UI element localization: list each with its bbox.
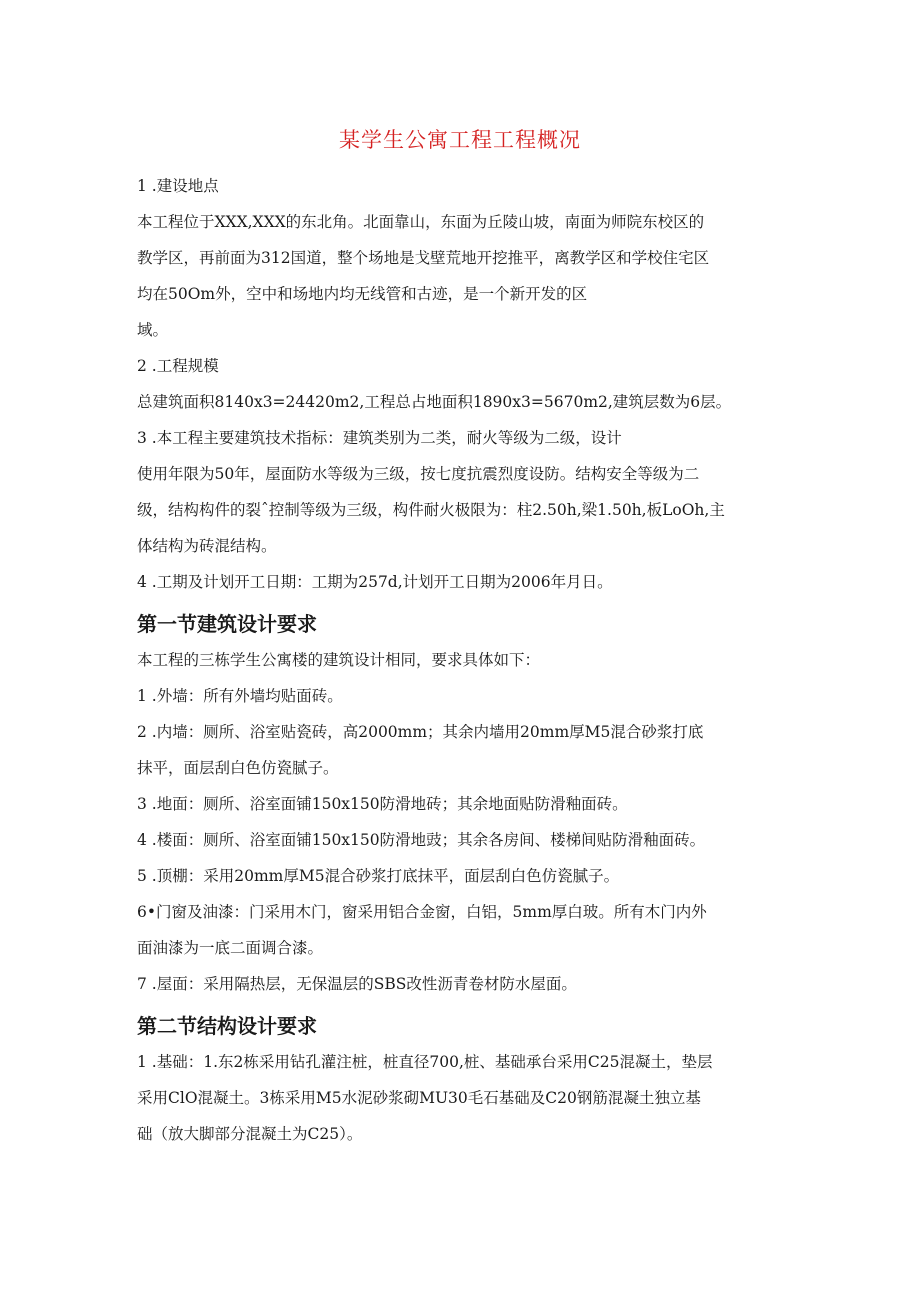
paragraph-line: 抹平，面层刮白色仿瓷腻子。 [137, 759, 339, 777]
paragraph-line: 总建筑面积8140x3=24420m2,工程总占地面积1890x3=5670m2,建筑层数为6层。 [137, 393, 732, 411]
section-heading-indicators: 3 .本工程主要建筑技术指标：建筑类别为二类，耐火等级为二级，设计 [137, 429, 622, 447]
heading-structure-requirements: 第二节结构设计要求 [137, 1014, 317, 1038]
list-item: 6•门窗及油漆：门采用木门，窗采用铝合金窗，白铝，5mm厚白玻。所有木门内外 [137, 903, 707, 921]
paragraph-line: 本工程位于XXX,XXX的东北角。北面靠山，东面为丘陵山坡，南面为师院东校区的 [137, 213, 705, 231]
list-item: 7 .屋面：采用隔热层，无保温层的SBS改性沥青卷材防水屋面。 [137, 975, 577, 993]
section-heading-scale: 2 .工程规模 [137, 357, 219, 375]
paragraph-line: 面油漆为一底二面调合漆。 [137, 939, 324, 957]
section-heading-schedule: 4 .工期及计划开工日期：工期为257d,计划开工日期为2006年月日。 [137, 573, 613, 591]
paragraph-line: 域。 [137, 321, 169, 339]
heading-architecture-requirements: 第一节建筑设计要求 [137, 612, 317, 636]
paragraph-line: 采用ClO混凝土。3栋采用M5水泥砂浆砌MU30毛石基础及C20钢筋混凝土独立基 [137, 1089, 701, 1107]
paragraph-line: 均在50Om外，空中和场地内均无线管和古迹，是一个新开发的区 [137, 285, 588, 303]
list-item: 3 .地面：厕所、浴室面铺150x150防滑地砖；其余地面贴防滑釉面砖。 [137, 795, 628, 813]
list-item: 2 .内墙：厕所、浴室贴瓷砖，高2000mm；其余内墙用20mm厚M5混合砂浆打底 [137, 723, 704, 741]
paragraph-line: 使用年限为50年，屋面防水等级为三级，按七度抗震烈度设防。结构安全等级为二 [137, 465, 700, 483]
list-item: 1 .外墙：所有外墙均贴面砖。 [137, 687, 343, 705]
document-body [137, 168, 787, 1152]
paragraph-line: 本工程的三栋学生公寓楼的建筑设计相同，要求具体如下： [137, 651, 541, 669]
paragraph-line: 体结构为砖混结构。 [137, 537, 277, 555]
list-item: 4 .楼面：厕所、浴室面铺150x150防滑地豉；其余各房间、楼梯间贴防滑釉面砖。 [137, 831, 706, 849]
list-item: 5 .顶棚：采用20mm厚M5混合砂浆打底抹平，面层刮白色仿瓷腻子。 [137, 867, 620, 885]
section-heading-location: 1 .建设地点 [137, 177, 219, 195]
paragraph-line: 础（放大脚部分混凝土为C25）。 [137, 1125, 363, 1143]
document-title: 某学生公寓工程工程概况 [339, 128, 581, 152]
list-item: 1 .基础：1.东2栋采用钻孔灌注桩，桩直径700,桩、基础承台采用C25混凝土，垫层 [137, 1053, 713, 1071]
paragraph-line: 教学区，再前面为312国道，整个场地是戈壁荒地开挖推平，离教学区和学校住宅区 [137, 249, 710, 267]
paragraph-line: 级，结构构件的裂ˆ控制等级为三级，构件耐火极限为：柱2.50h,梁1.50h,板LoOh,主 [137, 501, 725, 519]
